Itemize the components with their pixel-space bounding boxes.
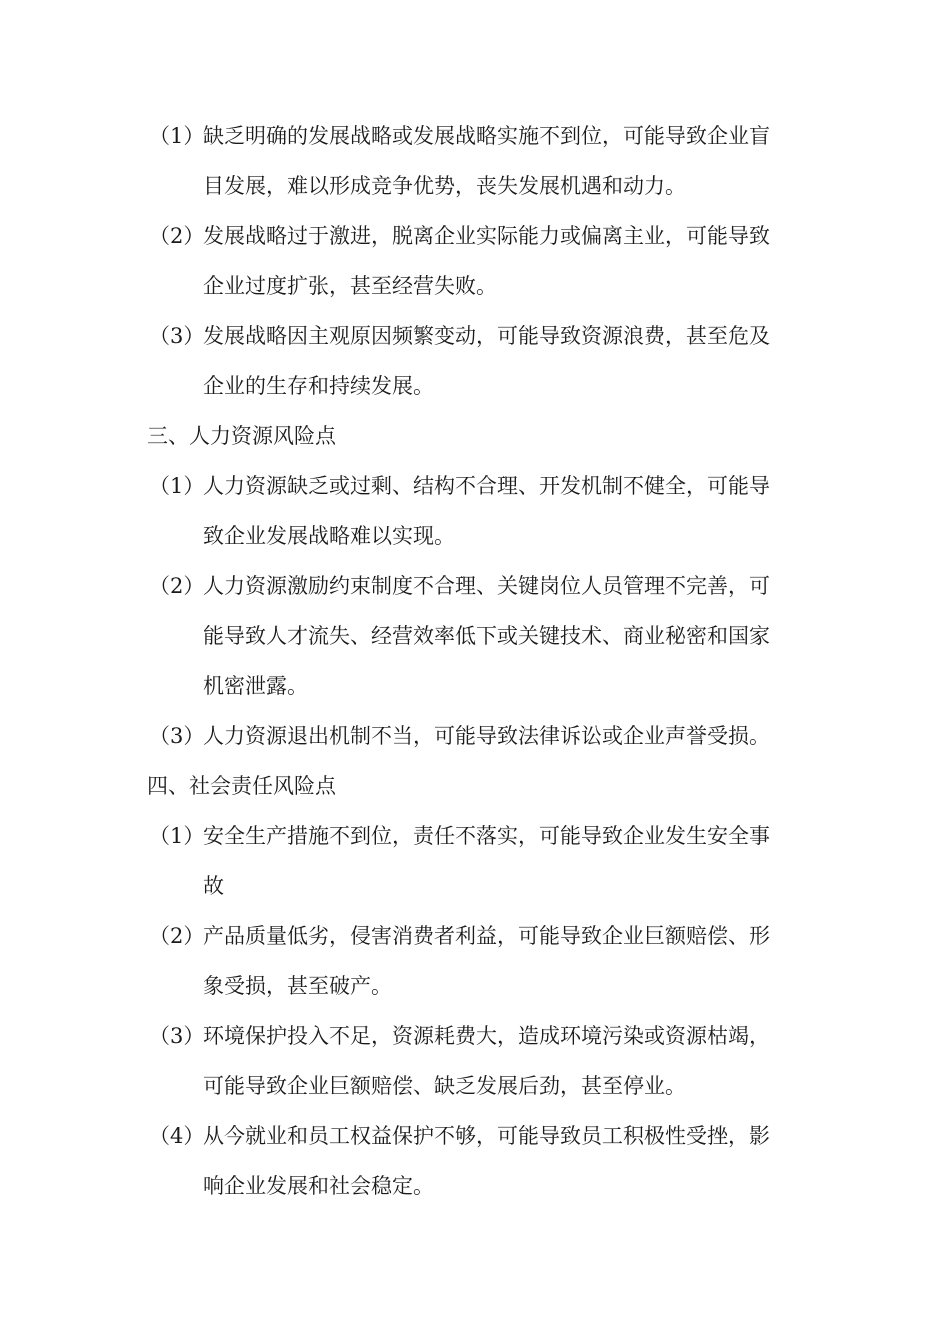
item-marker: （1）	[149, 474, 205, 498]
item-marker: （3）	[149, 1024, 205, 1048]
item-text: 可能导致企业巨额赔偿、缺乏发展后劲，甚至停业。	[203, 1074, 686, 1098]
item-text: 故	[203, 874, 224, 898]
item-text: 能导致人才流失、经营效率低下或关键技术、商业秘密和国家	[203, 624, 770, 648]
item-text: 人力资源缺乏或过剩、结构不合理、开发机制不健全，可能导	[203, 474, 770, 498]
item-text: 人力资源退出机制不当，可能导致法律诉讼或企业声誉受损。	[203, 724, 770, 748]
item-text: 产品质量低劣，侵害消费者利益，可能导致企业巨额赔偿、形	[203, 924, 770, 948]
item-text: 发展战略过于激进，脱离企业实际能力或偏离主业，可能导致	[203, 224, 770, 248]
item-text: 响企业发展和社会稳定。	[203, 1174, 434, 1198]
item-text: 发展战略因主观原因频繁变动，可能导致资源浪费，甚至危及	[203, 324, 770, 348]
item-marker: （3）	[149, 724, 205, 748]
item-text: 人力资源激励约束制度不合理、关键岗位人员管理不完善，可	[203, 574, 770, 598]
item-marker: （4）	[149, 1124, 205, 1148]
item-text: 企业过度扩张，甚至经营失败。	[203, 274, 497, 298]
item-text: 从今就业和员工权益保护不够，可能导致员工积极性受挫，影	[203, 1124, 770, 1148]
item-text: 安全生产措施不到位，责任不落实，可能导致企业发生安全事	[203, 824, 770, 848]
item-marker: （3）	[149, 324, 205, 348]
item-text: 企业的生存和持续发展。	[203, 374, 434, 398]
item-marker: （2）	[149, 924, 205, 948]
item-marker: （2）	[149, 224, 205, 248]
item-text: 目发展，难以形成竞争优势，丧失发展机遇和动力。	[203, 174, 686, 198]
item-marker: （1）	[149, 124, 205, 148]
item-marker: （2）	[149, 574, 205, 598]
section-heading: 四、社会责任风险点	[147, 774, 336, 798]
item-text: 缺乏明确的发展战略或发展战略实施不到位，可能导致企业盲	[203, 124, 770, 148]
item-text: 环境保护投入不足，资源耗费大，造成环境污染或资源枯竭，	[203, 1024, 770, 1048]
item-text: 机密泄露。	[203, 674, 308, 698]
item-marker: （1）	[149, 824, 205, 848]
item-text: 致企业发展战略难以实现。	[203, 524, 455, 548]
section-heading: 三、人力资源风险点	[147, 424, 336, 448]
item-text: 象受损，甚至破产。	[203, 974, 392, 998]
